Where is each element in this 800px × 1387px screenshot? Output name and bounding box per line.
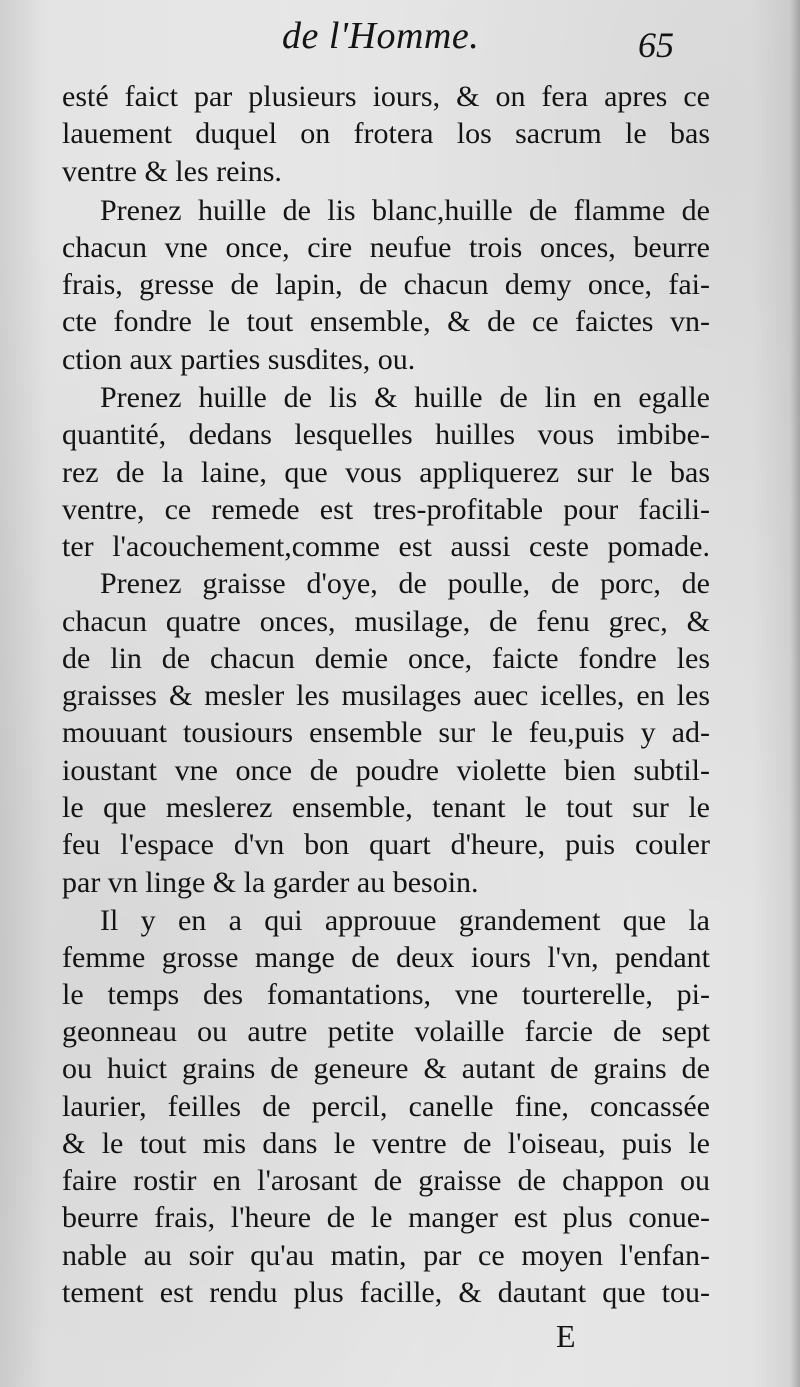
page-number: 65 <box>638 25 674 65</box>
text-line: geonneau ou autre petite volaille farcie de sept <box>62 1015 710 1048</box>
text-line: le temps des fomantations, vne tourterelle, pi- <box>62 978 710 1011</box>
text-line: ioustant vne once de poudre violette bien subtil- <box>62 754 710 787</box>
text-line: rez de la laine, que vous appliquerez sur le bas <box>62 456 710 489</box>
text-line: & le tout mis dans le ventre de l'oiseau, puis le <box>62 1127 710 1160</box>
text-line: feu l'espace d'vn bon quart d'heure, puis couler <box>62 828 710 861</box>
text-line: laurier, feilles de percil, canelle fine, concassée <box>62 1090 710 1123</box>
page-edge-shadow <box>790 0 800 1387</box>
text-line: frais, gresse de lapin, de chacun demy once, fai- <box>62 268 710 301</box>
text-line: beurre frais, l'heure de le manger est plus conue- <box>62 1201 710 1234</box>
paragraph-first-line: Prenez huille de lis & huille de lin en egalle <box>100 381 710 414</box>
running-head: de l'Homme. <box>282 15 480 57</box>
text-line: chacun quatre onces, musilage, de fenu grec, & <box>62 605 710 638</box>
text-line: faire rostir en l'arosant de graisse de chappon ou <box>62 1164 710 1197</box>
text-line: nable au soir qu'au matin, par ce moyen l'enfan- <box>62 1239 710 1272</box>
text-line: ventre, ce remede est tres-profitable pour facili- <box>62 493 710 526</box>
paragraph-first-line: Prenez huille de lis blanc,huille de flamme de <box>100 194 710 227</box>
text-line: cte fondre le tout ensemble, & de ce faictes vn- <box>62 305 710 338</box>
text-line: ter l'acouchement,comme est aussi ceste pomade. <box>62 530 710 563</box>
text-line: mouuant tousiours ensemble sur le feu,puis y ad- <box>62 716 710 749</box>
text-line: esté faict par plusieurs iours, & on fera apres ce <box>62 80 710 113</box>
text-line: tement est rendu plus facille, & dautant que tou- <box>62 1276 710 1309</box>
text-line: graisses & mesler les musilages auec icelles, en les <box>62 679 710 712</box>
paragraph-first-line: Prenez graisse d'oye, de poulle, de porc, de <box>100 567 710 600</box>
text-line: de lin de chacun demie once, faicte fondre les <box>62 642 710 675</box>
text-line: lauement duquel on frotera los sacrum le bas <box>62 117 710 150</box>
text-line: ou huict grains de geneure & autant de grains de <box>62 1052 710 1085</box>
signature-mark: E <box>556 1318 576 1354</box>
text-line: chacun vne once, cire neufue trois onces, beurre <box>62 231 710 264</box>
text-line: ventre & les reins. <box>62 155 282 188</box>
paragraph-first-line: Il y en a qui approuue grandement que la <box>100 904 710 937</box>
text-line: par vn linge & la garder au besoin. <box>62 866 479 899</box>
text-line: femme grosse mange de deux iours l'vn, pendant <box>62 941 710 974</box>
text-line: le que meslerez ensemble, tenant le tout sur le <box>62 791 710 824</box>
text-line: quantité, dedans lesquelles huilles vous imbibe- <box>62 418 710 451</box>
text-line: ction aux parties susdites, ou. <box>62 343 416 376</box>
